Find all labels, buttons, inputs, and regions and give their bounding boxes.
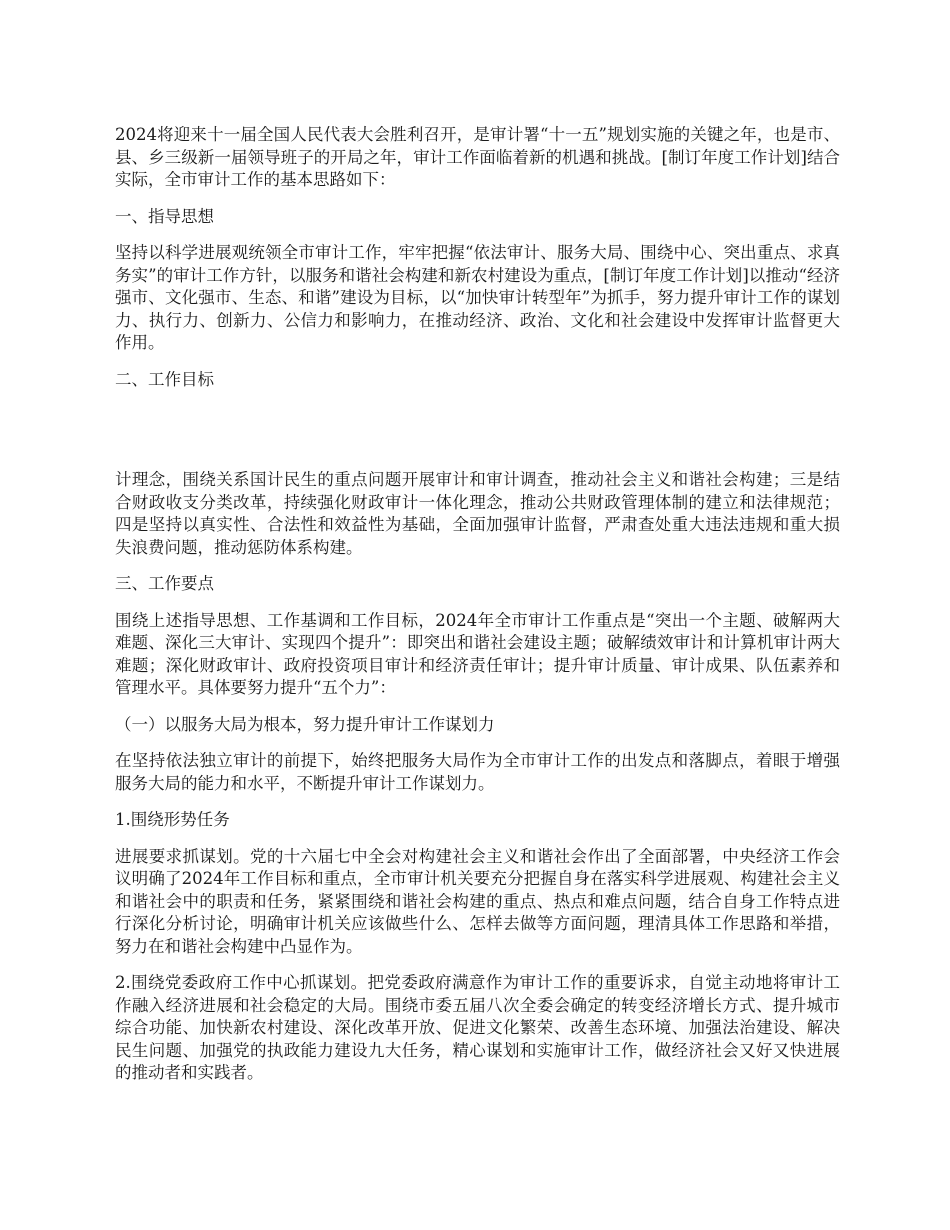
item-1-heading: 1.围绕形势任务 [115,810,230,829]
work-points-paragraph: 围绕上述指导思想、工作基调和工作目标，2024年全市审计工作重点是“突出一个主题、破解两大难题、深化三大审计、实现四个提升”：即突出和谐社会建设主题；破解绩效审计和计算机审计两大难题；深化财政审计、政府投资项目审计和经济责任审计；提升审计质量、审计成果、队伍素养和管理水平。具体要努力提升“五个力”： [115,610,840,697]
blank-gap [115,405,840,469]
section-heading-work-points: 三、工作要点 [115,574,214,593]
guiding-ideology-paragraph: 坚持以科学进展观统领全市审计工作，牢牢把握“依法审计、服务大局、围绕中心、突出重点、求真务实”的审计工作方针，以服务和谐社会构建和新农村建设为重点，[制订年度工作计划]以推动“经济强市、文化强市、生态、和谐”建设为目标，以“加快审计转型年”为抓手，努力提升审计工作的谋划力、执行力、创新力、公信力和影响力，在推动经济、政治、文化和社会建设中发挥审计监督更大作用。 [115,243,840,352]
subsection-1-paragraph: 在坚持依法独立审计的前提下，始终把服务大局作为全市审计工作的出发点和落脚点，着眼于增强服务大局的能力和水平，不断提升审计工作谋划力。 [115,751,840,793]
intro-paragraph: 2024将迎来十一届全国人民代表大会胜利召开，是审计署“十一五”规划实施的关键之年，也是市、县、乡三级新一届领导班子的开局之年，审计工作面临着新的机遇和挑战。[制订年度工作计划]结合实际，全市审计工作的基本思路如下： [115,125,840,189]
section-heading-work-goals: 二、工作目标 [115,369,214,389]
item-1-paragraph: 进展要求抓谋划。党的十六届七中全会对构建社会主义和谐社会作出了全面部署，中央经济工作会议明确了2024年工作目标和重点，全市审计机关要充分把握自身在落实科学进展观、构建社会主义和谐社会中的职责和任务，紧紧围绕和谐社会构建的重点、热点和难点问题，结合自身工作特点进行深化分析讨论，明确审计机关应该做些什么、怎样去做等方面问题，理清具体工作思路和举措，努力在和谐社会构建中凸显作为。 [115,846,840,956]
item-2-paragraph: 2.围绕党委政府工作中心抓谋划。把党委政府满意作为审计工作的重要诉求，自觉主动地将审计工作融入经济进展和社会稳定的大局。围绕市委五届八次全委会确定的转变经济增长方式、提升城市综合功能、加快新农村建设、深化改革开放、促进文化繁荣、改善生态环境、加强法治建设、解决民生问题、加强党的执政能力建设九大任务，精心谋划和实施审计工作，做经济社会又好又快进展的推动者和实践者。 [115,973,840,1082]
subsection-heading-1: （一）以服务大局为根本，努力提升审计工作谋划力 [115,714,495,734]
work-goals-paragraph: 计理念，围绕关系国计民生的重点问题开展审计和审计调查，推动社会主义和谐社会构建；三是结合财政收支分类改革，持续强化财政审计一体化理念，推动公共财政管理体制的建立和法律规范；四是坚持以真实性、合法性和效益性为基础，全面加强审计监督，严肃查处重大违法违规和重大损失浪费问题，推动惩防体系构建。 [115,470,840,557]
section-heading-guiding-ideology: 一、指导思想 [115,206,214,226]
document-body [115,124,840,1099]
